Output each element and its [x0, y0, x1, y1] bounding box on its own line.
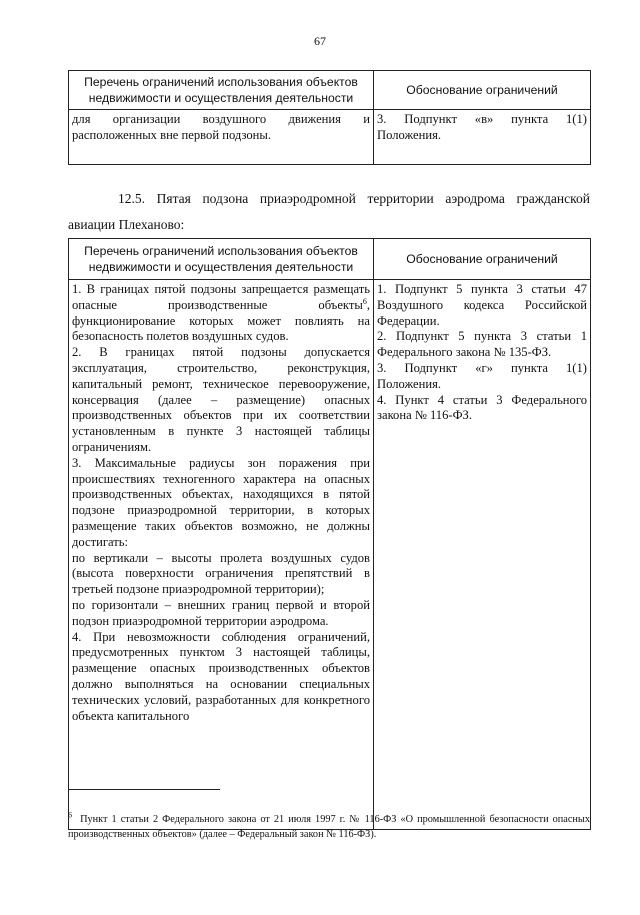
footnote-text: Пункт 1 статьи 2 Федерального закона от 21 июля 1997 г. № 116-ФЗ «О промышленной безопасности опасных производственных объектов» (далее – Федеральный закон № 116-ФЗ). [68, 814, 590, 840]
restriction-item-4: 4. При невозможности соблюдения ограничений, предусмотренных пунктом 3 настоящей таблицы, размещение опасных производственных объектов должно выполняться на основании специальных технических условий, разработанных для конкретного объекта капитального [72, 629, 370, 723]
section-heading-line2: авиации Плеханово: [68, 217, 185, 232]
footnote [68, 812, 590, 842]
header-justification: Обоснование ограничений [374, 71, 591, 110]
restriction-item-3-vertical: по вертикали – высоты пролета воздушных судов (высота поверхности ограничения препятствий в третьей подзоне приаэродромной территории); [72, 550, 370, 597]
justification-cell [374, 110, 591, 165]
footnote-separator [68, 789, 220, 790]
restriction-item-2: 2. В границах пятой подзоны допускается эксплуатация, строительство, реконструкция, капитальный ремонт, техническое перевооружение, консервация (далее – размещение) опасных производственных объектов при их соответствии установленным в пункте 3 настоящей таблицы ограничениям. [72, 345, 370, 454]
restriction-cell [69, 110, 374, 165]
restriction-item-3-horizontal: по горизонтали – внешних границ первой и второй подзон приаэродромной территории аэродрома. [72, 597, 370, 628]
restriction-item-3: 3. Максимальные радиусы зон поражения при происшествиях техногенного характера на опасных производственных объектах, находящихся в пятой подзоне приаэродромной территории, в которых размещение таких объектов возможно, не должны достигать: [72, 455, 370, 549]
header-justification: Обоснование ограничений [374, 239, 591, 280]
table-row [69, 110, 591, 165]
fifth-subzone-table [68, 238, 591, 830]
restriction-item-1 [72, 282, 370, 345]
footnote-ref: 6 [362, 296, 367, 306]
section-heading [68, 186, 590, 238]
table-row [69, 280, 591, 830]
table-header-row [69, 239, 591, 280]
footnote-marker: 6 [68, 810, 72, 820]
justification-item-2: 2. Подпункт 5 пункта 3 статьи 1 Федерального закона № 135-ФЗ. [377, 329, 587, 360]
justification-item-1: 1. Подпункт 5 пункта 3 статьи 47 Воздушного кодекса Российской Федерации. [377, 282, 587, 328]
justification-text: 3. Подпункт «в» пункта 1(1) Положения. [377, 112, 587, 142]
justification-item-4: 4. Пункт 4 статьи 3 Федерального закона № 116-ФЗ. [377, 392, 587, 423]
restriction-item-1-text-cont: , функционирование которых может повлиять на безопасность полетов воздушных судов. [72, 297, 370, 344]
page-number: 67 [314, 34, 326, 48]
restrictions-table-continued [68, 70, 591, 165]
table-header-row [69, 71, 591, 110]
justification-item-3: 3. Подпункт «г» пункта 1(1) Положения. [377, 360, 587, 391]
header-restrictions-list: Перечень ограничений использования объектов недвижимости и осуществления деятельности [69, 239, 374, 280]
section-heading-line1: 12.5. Пятая подзона приаэродромной территории аэродрома гражданской [118, 191, 590, 206]
justification-cell [374, 280, 591, 830]
restriction-cell [69, 280, 374, 830]
restriction-item-1-text: 1. В границах пятой подзоны запрещается размещать опасные производственные объекты [72, 282, 370, 312]
header-restrictions-list: Перечень ограничений использования объектов недвижимости и осуществления деятельности [69, 71, 374, 110]
restriction-text: для организации воздушного движения и расположенных вне первой подзоны. [72, 112, 370, 142]
